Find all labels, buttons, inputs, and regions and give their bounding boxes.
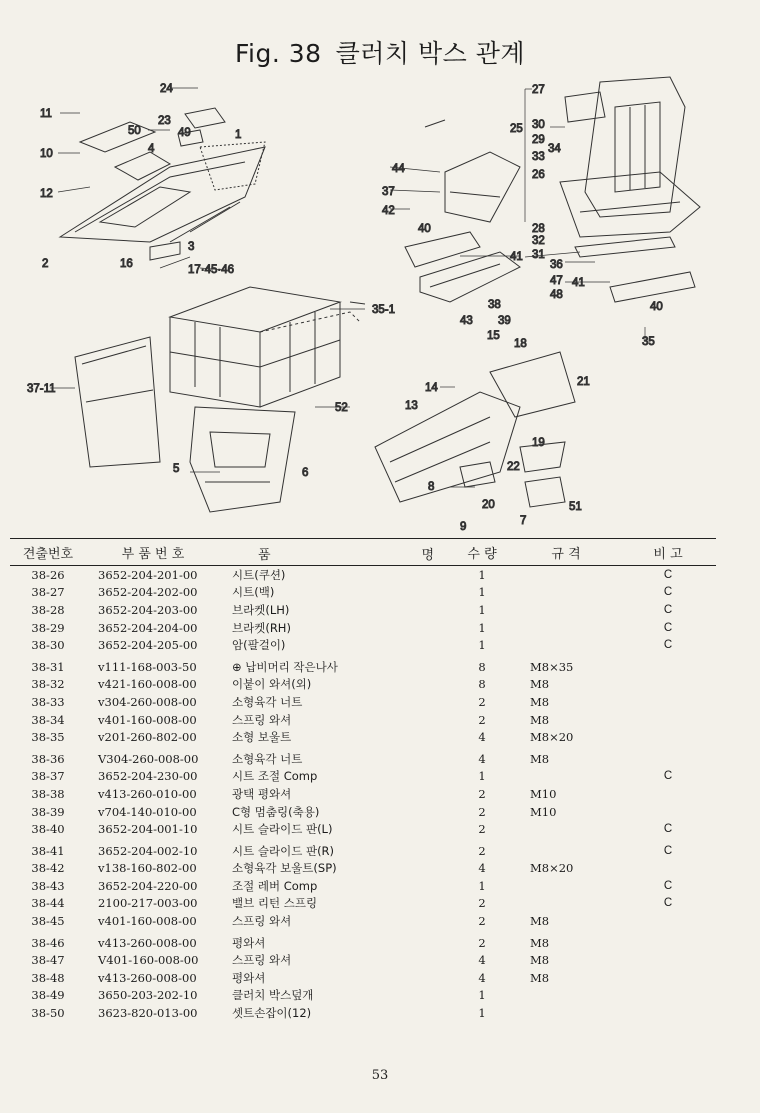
spec-cell [512,895,620,913]
ref-cell: 38-27 [31,585,65,600]
quantity-cell: 1 [478,620,486,635]
quantity-cell: 1 [478,567,486,582]
note-cell [620,693,716,711]
note-cell [620,654,716,676]
ref-cell: 38-32 [31,677,65,692]
note-cell [620,969,716,987]
table-row [10,1004,716,1022]
callout-label: 6 [302,467,309,479]
page-title [0,34,760,70]
ref-cell: 38-26 [31,567,65,582]
quantity-cell: 2 [478,896,486,911]
part-number-cell: v413-260-008-00 [98,970,197,985]
lower-housing-drawing [375,352,575,507]
spec-cell: M10 [530,786,557,801]
quantity-cell: 2 [478,914,486,929]
part-name-cell: 밸브 리턴 스프링 [232,896,318,911]
part-number-cell: v138-160-802-00 [98,861,197,876]
callout-label: 11 [40,108,52,120]
quantity-cell: 1 [478,585,486,600]
table-row [10,601,716,619]
callout-label: 9 [460,521,467,532]
quantity-cell: 2 [478,694,486,709]
spec-cell: M8 [530,953,550,968]
table-row [10,584,716,602]
part-number-cell: v413-260-010-00 [98,786,197,801]
spec-cell: M8×20 [530,730,574,745]
callout-label: 18 [514,338,527,350]
callout-label: 36 [550,259,563,271]
part-name-cell: 시트 슬라이드 판(L) [232,822,333,837]
callout-label: 52 [335,402,348,414]
table-row [10,951,716,969]
part-name-cell: 소형육각 너트 [232,694,303,709]
callout-label: 49 [178,127,191,139]
part-name-cell: 스프링 와셔 [232,712,292,727]
table-header-row [10,539,716,566]
callout-label: 40 [650,301,663,313]
table-row [10,930,716,952]
note-cell [620,803,716,821]
part-number-cell: 3650-203-202-10 [98,988,198,1003]
part-number-cell: v413-260-008-00 [98,935,197,950]
ref-cell: 38-41 [31,843,65,858]
seat-adjuster-drawing [405,120,520,302]
part-name-cell: 평와셔 [232,935,266,950]
callout-label: 50 [128,125,141,137]
part-name-cell: 암(팔걸이) [232,638,286,653]
part-name-cell: 소형육각 보울트(SP) [232,861,337,876]
callout-label: 48 [550,289,563,301]
callout-label: 43 [460,315,473,327]
ref-cell: 38-48 [31,970,65,985]
callout-label: 30 [532,119,545,131]
part-number-cell: V304-260-008-00 [98,751,199,766]
part-name-cell: 시트(쿠션) [232,567,286,582]
quantity-cell: 4 [478,730,486,745]
part-number-cell: 3623-820-013-00 [98,1006,198,1021]
table-row [10,912,716,930]
callout-label: 21 [577,376,590,388]
part-name-cell: 시트(백) [232,585,275,600]
ref-cell: 38-45 [31,914,65,929]
header-name-right: 명 [421,548,434,563]
spec-cell [512,584,620,602]
note-cell: C [663,823,673,836]
part-name-cell: 스프링 와셔 [232,914,292,929]
page-number: 53 [371,1068,389,1083]
figure-number: Fig. 38 [234,39,322,68]
quantity-cell: 2 [478,786,486,801]
callout-label: 23 [158,115,171,127]
table-row [10,838,716,860]
ref-cell: 38-42 [31,861,65,876]
part-name-cell: 평와셔 [232,970,266,985]
header-quantity: 수 량 [452,539,512,566]
table-row [10,820,716,838]
quantity-cell: 1 [478,1006,486,1021]
part-number-cell: 3652-204-202-00 [98,585,198,600]
spec-cell [512,838,620,860]
spec-cell: M8 [530,751,550,766]
quantity-cell: 8 [478,659,486,674]
callout-label: 47 [550,275,563,287]
part-number-cell: v421-160-008-00 [98,677,197,692]
spec-cell [512,619,620,637]
callout-label: 19 [532,437,545,449]
spec-cell [512,987,620,1005]
note-cell: C [663,603,673,616]
note-cell [620,711,716,729]
table-row [10,860,716,878]
note-cell [620,912,716,930]
spec-cell: M8 [530,694,550,709]
callout-label: 41 [510,251,523,263]
ref-cell: 38-30 [31,638,65,653]
ref-cell: 38-39 [31,804,65,819]
note-cell: C [663,879,673,892]
quantity-cell: 8 [478,677,486,692]
quantity-cell: 2 [478,822,486,837]
spec-cell [512,636,620,654]
callout-label: 17·45·46 [188,264,235,276]
note-cell [620,930,716,952]
parts-list-table [10,538,716,1022]
spec-cell: M8 [530,914,550,929]
callout-label: 27 [532,84,545,96]
note-cell: C [663,621,673,634]
part-number-cell: 3652-204-205-00 [98,638,198,653]
ref-cell: 38-49 [31,988,65,1003]
callout-label: 39 [498,315,511,327]
callout-label: 4 [148,143,155,155]
table-row [10,987,716,1005]
callout-label: 29 [532,134,545,146]
ref-cell: 38-36 [31,751,65,766]
callout-label: 24 [160,83,173,95]
callout-label: 42 [382,205,395,217]
table-row [10,785,716,803]
ref-cell: 38-43 [31,878,65,893]
part-number-cell: v704-140-010-00 [98,804,197,819]
part-number-cell: v304-260-008-00 [98,694,197,709]
quantity-cell: 4 [478,970,486,985]
quantity-cell: 4 [478,861,486,876]
part-name-cell: 브라켓(RH) [232,620,291,635]
part-number-cell: 3652-204-002-10 [98,843,198,858]
ref-cell: 38-46 [31,935,65,950]
callout-label: 20 [482,499,495,511]
ref-cell: 38-28 [31,602,65,617]
ref-cell: 38-44 [31,896,65,911]
part-name-cell: 셋트손잡이(12) [232,1006,312,1021]
exploded-parts-diagram [20,72,720,532]
table-row [10,728,716,746]
callout-label: 7 [520,515,527,527]
note-cell [620,951,716,969]
header-name-left: 품 [258,548,285,563]
spec-cell [512,566,620,584]
part-number-cell: v401-160-008-00 [98,712,197,727]
callout-label: 8 [428,481,435,493]
callout-label: 28 [532,223,545,235]
quantity-cell: 2 [478,843,486,858]
note-cell: C [663,770,673,783]
spec-cell [512,820,620,838]
table-row [10,969,716,987]
header-ref-no: 견출번호 [10,539,86,566]
table-row [10,895,716,913]
callout-label: 37 [382,186,395,198]
part-name-cell: 광택 평와셔 [232,786,292,801]
part-name-cell: 소형육각 너트 [232,751,303,766]
part-number-cell: 3652-204-220-00 [98,878,198,893]
spec-cell: M8 [530,712,550,727]
part-name-cell: 시트 조절 Comp [232,769,318,784]
note-cell [620,676,716,694]
callout-label: 3 [188,241,195,253]
callout-label: 25 [510,123,523,135]
quantity-cell: 2 [478,935,486,950]
part-number-cell: v401-160-008-00 [98,914,197,929]
ref-cell: 38-40 [31,822,65,837]
part-name-cell: 시트 슬라이드 판(R) [232,843,335,858]
ref-cell: 38-29 [31,620,65,635]
ref-cell: 38-31 [31,659,65,674]
quantity-cell: 1 [478,769,486,784]
ref-cell: 38-47 [31,953,65,968]
header-part-name [220,539,452,566]
callout-label: 13 [405,400,418,412]
spec-cell [512,601,620,619]
part-number-cell: 3652-204-001-10 [98,822,198,837]
callout-label: 31 [532,249,545,261]
spec-cell [512,877,620,895]
callout-label: 35-1 [372,304,396,316]
seat-drawing [560,77,700,302]
table-row [10,636,716,654]
quantity-cell: 4 [478,751,486,766]
table-row [10,711,716,729]
side-panel-drawing [75,337,160,467]
callout-label: 35 [642,336,655,348]
figure-title: 클러치 박스 관계 [335,39,526,68]
table-row [10,768,716,786]
callout-label: 14 [425,382,438,394]
note-cell: C [663,844,673,857]
spec-cell: M8×35 [530,659,574,674]
part-number-cell: v111-168-003-50 [98,659,197,674]
callout-label: 40 [418,223,431,235]
note-cell [620,1004,716,1022]
part-number-cell: 3652-204-201-00 [98,567,198,582]
table-row [10,654,716,676]
part-number-cell: v201-260-802-00 [98,730,197,745]
part-number-cell: V401-160-008-00 [98,953,199,968]
quantity-cell: 1 [478,602,486,617]
callout-label: 16 [120,258,133,270]
callout-label: 22 [507,461,520,473]
callout-label: 38 [488,299,501,311]
step-cover-drawing [190,407,295,512]
callout-label: 33 [532,151,545,163]
frame-drawing [170,287,365,407]
callout-label: 51 [569,501,582,513]
spec-cell: M8×20 [530,861,574,876]
ref-cell: 38-35 [31,730,65,745]
table-row [10,746,716,768]
callout-label: 34 [548,143,561,155]
callout-label: 10 [40,148,53,160]
callout-label: 37-11 [27,383,56,395]
table-row [10,619,716,637]
spec-cell: M8 [530,935,550,950]
part-name-cell: 클러치 박스덮개 [232,988,314,1003]
table-row [10,693,716,711]
note-cell: C [663,586,673,599]
part-number-cell: 2100-217-003-00 [98,896,198,911]
part-name-cell: 소형 보울트 [232,730,292,745]
quantity-cell: 1 [478,638,486,653]
table-row [10,566,716,584]
part-name-cell: 조절 레버 Comp [232,878,318,893]
part-name-cell: 스프링 와셔 [232,953,292,968]
ref-cell: 38-37 [31,769,65,784]
part-name-cell: 브라켓(LH) [232,602,290,617]
quantity-cell: 1 [478,878,486,893]
header-note: 비 고 [620,539,716,566]
part-name-cell: C형 멈춤링(축용) [232,804,320,819]
ref-cell: 38-34 [31,712,65,727]
note-cell [620,860,716,878]
spec-cell [512,1004,620,1022]
note-cell: C [663,897,673,910]
note-cell [620,987,716,1005]
ref-cell: 38-33 [31,694,65,709]
ref-cell: 38-50 [31,1006,65,1021]
callout-label: 44 [392,163,405,175]
note-cell: C [663,568,673,581]
ref-cell: 38-38 [31,786,65,801]
part-name-cell: 이붙이 와셔(외) [232,677,312,692]
callout-label: 1 [235,129,242,141]
header-spec: 규 격 [512,539,620,566]
callout-label: 5 [173,463,180,475]
part-number-cell: 3652-204-203-00 [98,602,198,617]
header-part-no: 부 품 번 호 [86,539,220,566]
quantity-cell: 1 [478,988,486,1003]
note-cell: C [663,639,673,652]
note-cell [620,746,716,768]
quantity-cell: 4 [478,953,486,968]
spec-cell: M8 [530,677,550,692]
table-row [10,803,716,821]
quantity-cell: 2 [478,712,486,727]
quantity-cell: 2 [478,804,486,819]
note-cell [620,728,716,746]
table-row [10,877,716,895]
callout-label: 15 [487,330,500,342]
part-name-cell: ⊕ 납비머리 작은나사 [232,659,338,674]
callout-label: 32 [532,235,545,247]
spec-cell [512,768,620,786]
parts-table-body [10,566,716,1022]
callout-label: 12 [40,188,53,200]
callout-label: 41 [572,277,585,289]
part-number-cell: 3652-204-204-00 [98,620,198,635]
callout-label: 2 [42,258,49,270]
part-number-cell: 3652-204-230-00 [98,769,198,784]
spec-cell: M10 [530,804,557,819]
spec-cell: M8 [530,970,550,985]
note-cell [620,785,716,803]
callout-label: 26 [532,169,545,181]
table-row [10,676,716,694]
